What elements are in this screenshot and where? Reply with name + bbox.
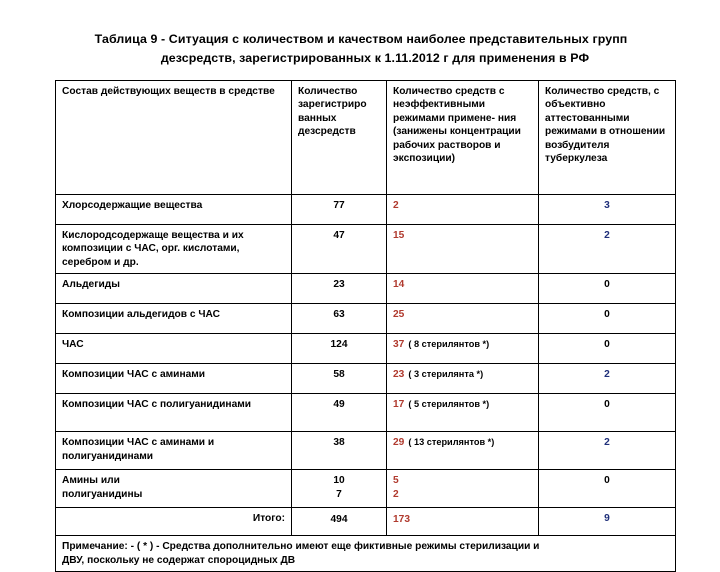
- table-row: [56, 274, 676, 304]
- row-ineffective-value: 37: [393, 339, 405, 351]
- row-tb-certified: 0: [539, 304, 676, 334]
- row-registered: 77: [292, 195, 387, 225]
- row-ineffective-note: ( 5 стерилянтов *): [408, 399, 490, 410]
- table-note-line-2: ДВУ, поскольку не содержат спороцидных ДВ: [62, 554, 296, 566]
- row-tb-certified: 0: [539, 394, 676, 432]
- header-cell-ineffective-count: Количество средств с неэффективными режимами примене- ния (занижены концентрации рабочих растворов и экспозиции): [387, 81, 539, 195]
- header-cell-composition: Состав действующих веществ в средстве: [56, 81, 292, 195]
- row-registered: 23: [292, 274, 387, 304]
- row-registered: 49: [292, 394, 387, 432]
- row-tb-certified: 0: [539, 470, 676, 508]
- row-ineffective-value: 15: [393, 230, 405, 241]
- row-registered: 63: [292, 304, 387, 334]
- table-row: [56, 470, 676, 508]
- row-ineffective-value: 23: [393, 369, 405, 381]
- row-tb-certified: 2: [539, 432, 676, 470]
- row-ineffective: [387, 334, 539, 364]
- table-row: [56, 334, 676, 364]
- row-ineffective: [387, 394, 539, 432]
- row-registered: 58: [292, 364, 387, 394]
- row-ineffective-value: 14: [393, 279, 405, 291]
- row-ineffective: [387, 274, 539, 304]
- table-row: [56, 364, 676, 394]
- table-row: [56, 304, 676, 334]
- table-row: [56, 195, 676, 225]
- row-ineffective-note: ( 3 стерилянта *): [408, 369, 484, 380]
- row-name: [56, 470, 292, 508]
- row-registered-line-1: 10: [333, 475, 345, 487]
- total-label: Итого:: [56, 508, 292, 536]
- table-container: [55, 80, 675, 572]
- row-registered: 47: [292, 225, 387, 274]
- row-ineffective-line-1: 5: [393, 475, 399, 487]
- row-ineffective: [387, 195, 539, 225]
- row-name: Альдегиды: [56, 274, 292, 304]
- slide-title-line-1: Таблица 9 - Ситуация с количеством и качеством наиболее представительных групп: [94, 32, 628, 46]
- row-ineffective-line-2: 2: [393, 488, 399, 500]
- row-ineffective: [387, 470, 539, 508]
- row-registered: [292, 470, 387, 508]
- row-ineffective: [387, 304, 539, 334]
- table-row: [56, 432, 676, 470]
- row-name: Хлорсодержащие вещества: [56, 195, 292, 225]
- table-row: [56, 394, 676, 432]
- row-name-line-2: полигуанидины: [62, 488, 143, 500]
- table-row: [56, 225, 676, 274]
- row-ineffective-value: 29: [393, 437, 405, 449]
- table-note-line-1: Примечание: - ( * ) - Средства дополнительно имеют еще фиктивные режимы стерилизации и: [62, 541, 540, 553]
- row-ineffective: [387, 432, 539, 470]
- table-note-row: [56, 536, 676, 572]
- row-registered-line-2: 7: [336, 488, 342, 500]
- header-cell-registered-count: Количество зарегистриро ванных дезсредств: [292, 81, 387, 195]
- row-ineffective-value: 2: [393, 200, 399, 211]
- row-ineffective-value: 25: [393, 309, 405, 321]
- total-registered: 494: [292, 508, 387, 536]
- row-name: Кислородсодержаще вещества и их композиции с ЧАС, орг. кислотами, серебром и др.: [56, 225, 292, 274]
- row-ineffective-value: 17: [393, 399, 405, 411]
- row-name: Композиции ЧАС с аминами и полигуанидинами: [56, 432, 292, 470]
- row-ineffective: [387, 225, 539, 274]
- row-registered: 124: [292, 334, 387, 364]
- row-name: Композиции альдегидов с ЧАС: [56, 304, 292, 334]
- row-ineffective-note: ( 13 стерилянтов *): [408, 437, 495, 448]
- row-name: Композиции ЧАС с полигуанидинами: [56, 394, 292, 432]
- total-ineffective: [387, 508, 539, 536]
- total-ineffective-value: 173: [393, 514, 410, 526]
- table-total-row: [56, 508, 676, 536]
- row-ineffective: [387, 364, 539, 394]
- row-tb-certified: 2: [539, 364, 676, 394]
- row-tb-certified: 2: [539, 225, 676, 274]
- table-header-row: [56, 81, 676, 195]
- row-tb-certified: 0: [539, 334, 676, 364]
- row-name: Композиции ЧАС с аминами: [56, 364, 292, 394]
- table-note: [56, 536, 676, 572]
- total-tb-certified: 9: [539, 508, 676, 536]
- header-cell-tb-certified-count: Количество средств, с объективно аттестованными режимами в отношении возбудителя туберкулеза: [539, 81, 676, 195]
- row-registered: 38: [292, 432, 387, 470]
- slide-title: [48, 30, 674, 68]
- row-name-line-1: Амины или: [62, 475, 120, 487]
- dezsredstva-table: [55, 80, 676, 572]
- row-name: ЧАС: [56, 334, 292, 364]
- row-ineffective-note: ( 8 стерилянтов *): [408, 339, 490, 350]
- row-tb-certified: 3: [539, 195, 676, 225]
- row-tb-certified: 0: [539, 274, 676, 304]
- slide-title-line-2: дезсредств, зарегистрированных к 1.11.2012 г для применения в РФ: [160, 51, 590, 66]
